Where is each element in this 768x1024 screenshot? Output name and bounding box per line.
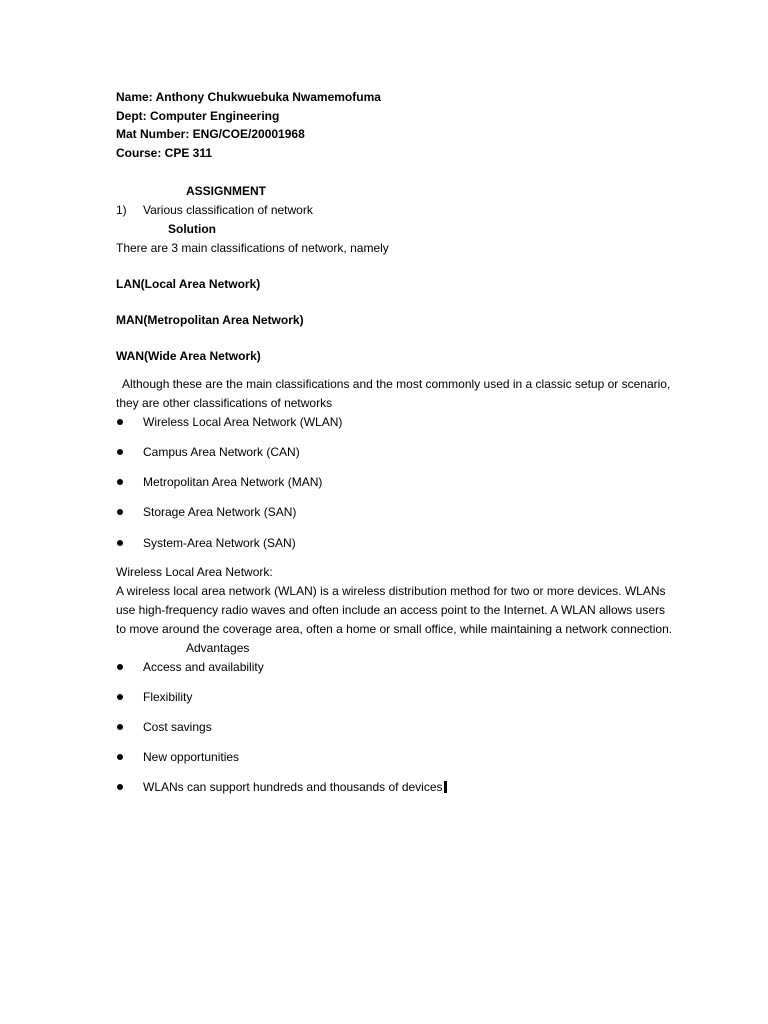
class-lan: LAN(Local Area Network) bbox=[116, 277, 261, 291]
wlan-para-line-1: A wireless local area network (WLAN) is a wireless distribution method for two or more devices. WLANs bbox=[116, 584, 666, 598]
text-cursor bbox=[444, 781, 447, 793]
advantages-label: Advantages bbox=[186, 641, 250, 655]
bullet-icon bbox=[117, 754, 123, 760]
bullet-icon bbox=[117, 509, 123, 515]
list-item: Wireless Local Area Network (WLAN) bbox=[143, 415, 343, 429]
bullet-icon bbox=[117, 479, 123, 485]
bullet-icon bbox=[117, 724, 123, 730]
wlan-heading: Wireless Local Area Network: bbox=[116, 565, 273, 579]
list-item: Cost savings bbox=[143, 720, 212, 734]
list-item: Campus Area Network (CAN) bbox=[143, 445, 300, 459]
course: Course: CPE 311 bbox=[116, 146, 213, 160]
list-item: Metropolitan Area Network (MAN) bbox=[143, 475, 323, 489]
other-intro-line-1: Although these are the main classifications and the most commonly used in a classic setup or scenario, bbox=[116, 377, 671, 391]
bullet-icon bbox=[117, 540, 123, 546]
question-text: Various classification of network bbox=[143, 203, 313, 217]
assignment-title: ASSIGNMENT bbox=[186, 184, 267, 198]
bullet-icon bbox=[117, 694, 123, 700]
bullet-icon bbox=[117, 419, 123, 425]
solution-intro: There are 3 main classifications of network, namely bbox=[116, 241, 389, 255]
bullet-icon bbox=[117, 449, 123, 455]
question-number: 1) bbox=[116, 203, 127, 217]
list-item: New opportunities bbox=[143, 750, 240, 764]
list-item: Access and availability bbox=[143, 660, 264, 674]
student-name: Name: Anthony Chukwuebuka Nwamemofuma bbox=[116, 90, 381, 104]
list-item: Storage Area Network (SAN) bbox=[143, 505, 297, 519]
mat-number: Mat Number: ENG/COE/20001968 bbox=[116, 127, 305, 141]
solution-label: Solution bbox=[168, 222, 216, 236]
list-item-text: WLANs can support hundreds and thousands of devices bbox=[143, 780, 443, 794]
bullet-icon bbox=[117, 784, 123, 790]
student-dept: Dept: Computer Engineering bbox=[116, 109, 280, 123]
class-wan: WAN(Wide Area Network) bbox=[116, 349, 261, 363]
other-intro-line-2: they are other classifications of networks bbox=[116, 396, 333, 410]
list-item: Flexibility bbox=[143, 690, 193, 704]
wlan-para-line-3: to move around the coverage area, often a home or small office, while maintaining a network connection. bbox=[116, 622, 673, 636]
wlan-para-line-2: use high-frequency radio waves and often include an access point to the Internet. A WLAN allows users bbox=[116, 603, 665, 617]
list-item-last[interactable] bbox=[143, 780, 447, 795]
list-item: System-Area Network (SAN) bbox=[143, 536, 296, 550]
bullet-icon bbox=[117, 664, 123, 670]
class-man: MAN(Metropolitan Area Network) bbox=[116, 313, 304, 327]
